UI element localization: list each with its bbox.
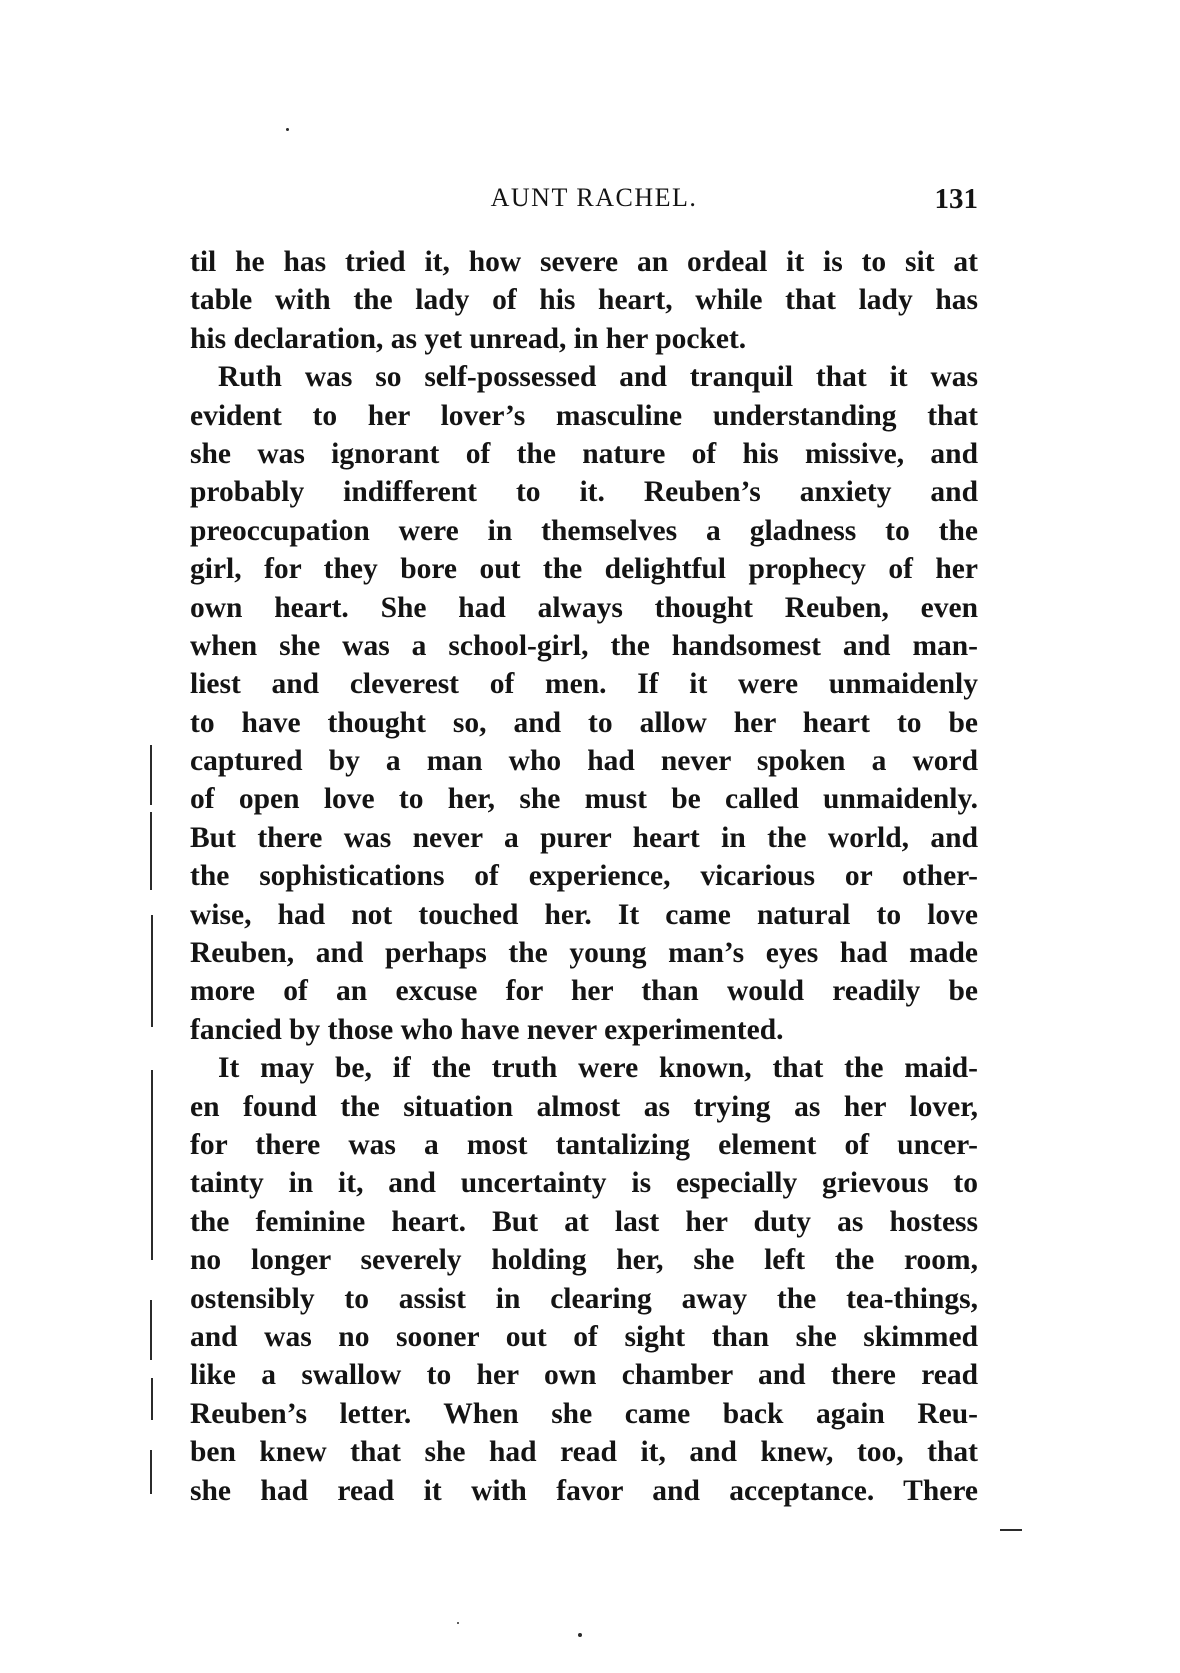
scan-speck <box>457 1622 459 1624</box>
scan-speck <box>578 1633 582 1637</box>
text-line: evident to her lover’s masculine understanding that <box>190 399 978 432</box>
text-line: she had read it with favor and acceptance. There <box>190 1474 978 1507</box>
text-line: the feminine heart. But at last her duty as hostess <box>190 1205 978 1238</box>
text-line: when she was a school-girl, the handsomest and man- <box>190 629 978 662</box>
scan-margin-line <box>151 1070 153 1260</box>
text-line: no longer severely holding her, she left the room, <box>190 1244 978 1277</box>
text-line: and was no sooner out of sight than she skimmed <box>190 1320 978 1353</box>
page-number: 131 <box>934 183 978 215</box>
text-line: girl, for they bore out the delightful prophecy of her <box>190 553 978 586</box>
text-line: preoccupation were in themselves a gladness to the <box>190 514 978 547</box>
text-line: til he has tried it, how severe an ordeal it is to sit at <box>190 246 978 278</box>
text-line: for there was a most tantalizing element of uncer- <box>190 1128 978 1161</box>
text-line: to have thought so, and to allow her heart to be <box>190 706 978 739</box>
text-line: own heart. She had always thought Reuben, even <box>190 591 978 624</box>
scan-margin-line <box>150 1450 152 1494</box>
scan-margin-line <box>150 1300 152 1360</box>
running-head: AUNT RACHEL. <box>490 183 698 212</box>
text-line: table with the lady of his heart, while that lady has <box>190 284 978 317</box>
text-line: she was ignorant of the nature of his missive, and <box>190 437 978 470</box>
text-line: of open love to her, she must be called unmaidenly. <box>190 783 978 816</box>
text-line: en found the situation almost as trying as her lover, <box>190 1090 978 1123</box>
text-line: ostensibly to assist in clearing away the tea-things, <box>190 1282 978 1315</box>
scan-margin-line <box>151 915 153 1027</box>
text-line: Reuben’s letter. When she came back again Reu- <box>190 1397 978 1430</box>
text-line: more of an excuse for her than would readily be <box>190 975 978 1008</box>
text-line: tainty in it, and uncertainty is especially grievous to <box>190 1167 978 1200</box>
text-line: But there was never a purer heart in the world, and <box>190 821 978 854</box>
text-line: It may be, if the truth were known, that the maid- <box>218 1052 978 1085</box>
text-line: the sophistications of experience, vicarious or other- <box>190 860 978 893</box>
text-line: wise, had not touched her. It came natural to love <box>190 898 978 931</box>
text-line: liest and cleverest of men. If it were unmaidenly <box>190 668 978 701</box>
scan-margin-line <box>151 1378 153 1420</box>
text-line: Ruth was so self-possessed and tranquil that it was <box>218 361 978 394</box>
text-line: probably indifferent to it. Reuben’s anxiety and <box>190 476 978 509</box>
scan-margin-line <box>150 745 152 805</box>
scan-speck <box>286 128 289 131</box>
page-header <box>190 183 978 223</box>
body-text <box>190 243 978 1510</box>
text-line: fancied by those who have never experimented. <box>190 1013 784 1046</box>
text-line: ben knew that she had read it, and knew, too, that <box>190 1436 978 1469</box>
text-line: captured by a man who had never spoken a word <box>190 745 978 778</box>
text-line: Reuben, and perhaps the young man’s eyes had made <box>190 937 978 970</box>
text-line: his declaration, as yet unread, in her pocket. <box>190 322 747 355</box>
scan-margin-line <box>150 812 152 890</box>
text-line: like a swallow to her own chamber and there read <box>190 1359 978 1392</box>
scan-margin-dash <box>1000 1529 1022 1531</box>
